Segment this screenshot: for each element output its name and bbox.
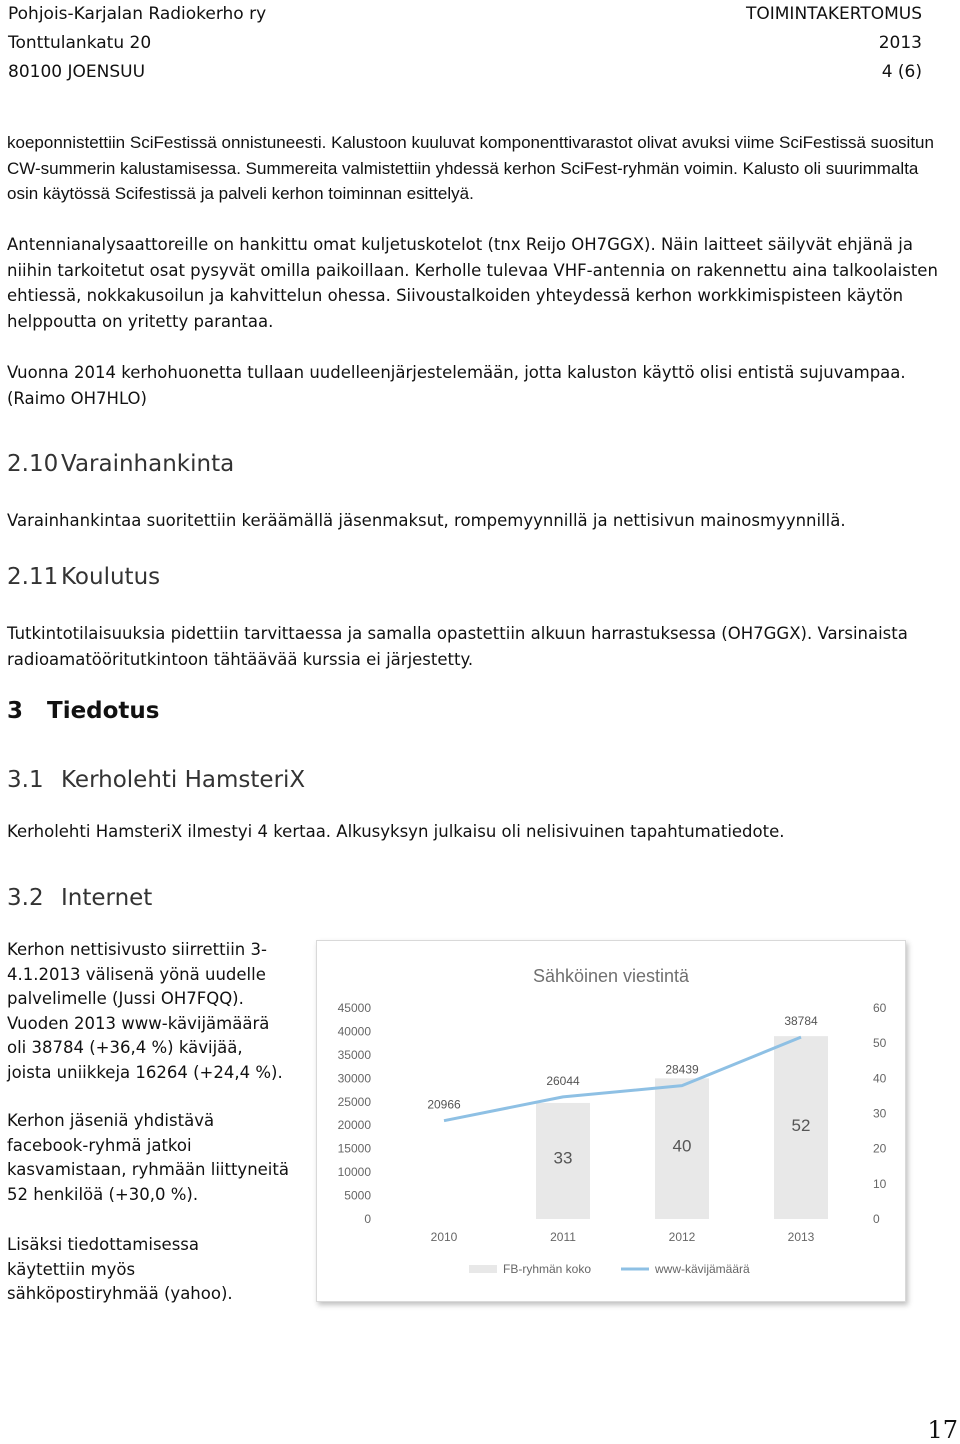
header-left <box>8 0 266 87</box>
right-axis-tick-label: 30 <box>873 1106 887 1121</box>
heading-number: 3 <box>7 698 24 724</box>
left-axis-tick-label: 15000 <box>337 1141 371 1156</box>
left-axis-tick-label: 20000 <box>337 1118 371 1133</box>
paragraph-facebook: Kerhon jäseniä yhdistävä facebook-ryhmä jatkoi kasvamistaan, ryhmään liittyneitä 52 henkilöä (+30,0 %). <box>7 1111 289 1204</box>
heading-number: 3.1 <box>7 767 44 793</box>
heading-text: Koulutus <box>61 564 161 590</box>
paragraph-email: Lisäksi tiedottamisessa käytettiin myös sähköpostiryhmää (yahoo). <box>7 1235 233 1303</box>
right-axis-tick-label: 50 <box>873 1036 887 1051</box>
bar-data-label: 52 <box>791 1116 811 1136</box>
bar-data-label: 40 <box>672 1136 692 1156</box>
heading-text: Varainhankinta <box>61 451 235 477</box>
line-data-label: 38784 <box>784 1014 818 1029</box>
chart-title: Sähköinen viestintä <box>532 966 690 986</box>
left-axis-tick-label: 5000 <box>344 1188 371 1203</box>
x-axis-tick-label: 2013 <box>787 1230 815 1244</box>
header-right <box>746 0 922 87</box>
heading-koulutus <box>7 563 160 591</box>
paragraph-varainhankinta: Varainhankintaa suoritettiin keräämällä jäsenmaksut, rompemyynnillä ja nettisivun mainosmyynnillä. <box>7 511 846 530</box>
heading-internet <box>7 884 152 912</box>
left-axis-tick-label: 0 <box>364 1212 371 1226</box>
heading-text: Internet <box>61 885 153 911</box>
org-street: Tonttulankatu 20 <box>8 33 152 53</box>
legend-label-fb: FB-ryhmän koko <box>503 1262 592 1276</box>
line-data-label: 20966 <box>427 1097 461 1112</box>
line-data-label: 26044 <box>546 1073 580 1088</box>
heading-number: 2.11 <box>7 564 59 590</box>
legend-label-www: www-kävijämäärä <box>655 1262 750 1276</box>
x-axis-tick-label: 2011 <box>550 1230 576 1244</box>
x-axis-tick-label: 2010 <box>430 1230 458 1244</box>
line-data-label: 28439 <box>665 1062 699 1077</box>
x-axis-tick-label: 2012 <box>668 1230 696 1244</box>
org-city: 80100 JOENSUU <box>8 62 146 82</box>
heading-number: 3.2 <box>7 885 44 911</box>
doc-page: 4 (6) <box>881 62 922 82</box>
right-axis-tick-label: 20 <box>873 1141 887 1156</box>
paragraph-antenna: Antennianalysaattoreille on hankittu omat kuljetuskotelot (tnx Reijo OH7GGX). Näin laitteet säilyvät ehjänä ja niihin tarkoitetut osat pysyvät omilla paikoillaan. Kerholle tulevaa VHF-antennia on rakennettu aina talkoolaisten ehtiessä, nokkakusoilun ja kahvittelun ohessa. Siivoustalkoiden yhteydessä kerhon workkimispisteen käytön helppoutta on yritetty parantaa. <box>7 235 938 331</box>
doc-title: TOIMINTAKERTOMUS <box>745 4 922 24</box>
chart-container <box>316 940 906 1302</box>
doc-year: 2013 <box>878 33 922 53</box>
org-name: Pohjois-Karjalan Radiokerho ry <box>8 4 267 24</box>
heading-tiedotus <box>7 697 160 725</box>
bar-data-label: 33 <box>553 1148 573 1168</box>
heading-text: Kerholehti HamsteriX <box>61 767 306 793</box>
paragraph-2014: Vuonna 2014 kerhohuonetta tullaan uudelleenjärjestelemään, jotta kaluston käyttö olisi entistä sujuvampaa. (Raimo OH7HLO) <box>7 363 906 408</box>
left-axis-tick-label: 45000 <box>337 1001 371 1015</box>
left-axis-tick-label: 10000 <box>337 1165 371 1180</box>
line-www <box>444 1037 801 1121</box>
paragraph-scifest: koeponnistettiin SciFestissä onnistuneesti. Kalustoon kuuluvat komponenttivarastot olivat avuksi viime SciFestissä suositun CW-summerin kalustamisessa. Summereita valmistettiin yhdessä kerhon SciFest-ryhmän voimin. Kalusto oli suurimmalta osin käytössä Scifestissä ja palveli kerhon toiminnan esittelyä. <box>7 133 934 203</box>
paragraph-koulutus: Tutkintotilaisuuksia pidettiin tarvittaessa ja samalla opastettiin alkuun harrastuksessa (OH7GGX). Varsinaista radioamatööritutkintoon tähtäävää kurssia ei järjestetty. <box>7 624 908 669</box>
legend-swatch-fb <box>469 1265 497 1273</box>
left-axis-tick-label: 35000 <box>337 1047 371 1062</box>
heading-varainhankinta <box>7 450 234 478</box>
right-axis-tick-label: 60 <box>873 1001 887 1015</box>
page-number: 17 <box>927 1416 958 1444</box>
paragraph-website: Kerhon nettisivusto siirrettiin 3-4.1.2013 välisenä yönä uudelle palvelimelle (Jussi OH7FQQ). Vuoden 2013 www-kävijämäärä oli 38784 (+36,4 %) kävijää, joista uniikkeja 16264 (+24,4 %). <box>7 940 283 1082</box>
chart-svg <box>317 941 905 1301</box>
right-axis-tick-label: 0 <box>873 1212 880 1226</box>
left-axis-tick-label: 25000 <box>337 1094 371 1109</box>
right-axis-tick-label: 10 <box>873 1176 887 1191</box>
left-axis-tick-label: 30000 <box>337 1071 371 1086</box>
heading-number: 2.10 <box>7 451 59 477</box>
paragraph-hamsterix: Kerholehti HamsteriX ilmestyi 4 kertaa. Alkusyksyn julkaisu oli nelisivuinen tapahtumatiedote. <box>7 822 785 841</box>
left-axis-tick-label: 40000 <box>337 1024 371 1039</box>
heading-hamsterix <box>7 766 305 794</box>
right-axis-tick-label: 40 <box>873 1071 887 1086</box>
heading-text: Tiedotus <box>47 698 160 724</box>
